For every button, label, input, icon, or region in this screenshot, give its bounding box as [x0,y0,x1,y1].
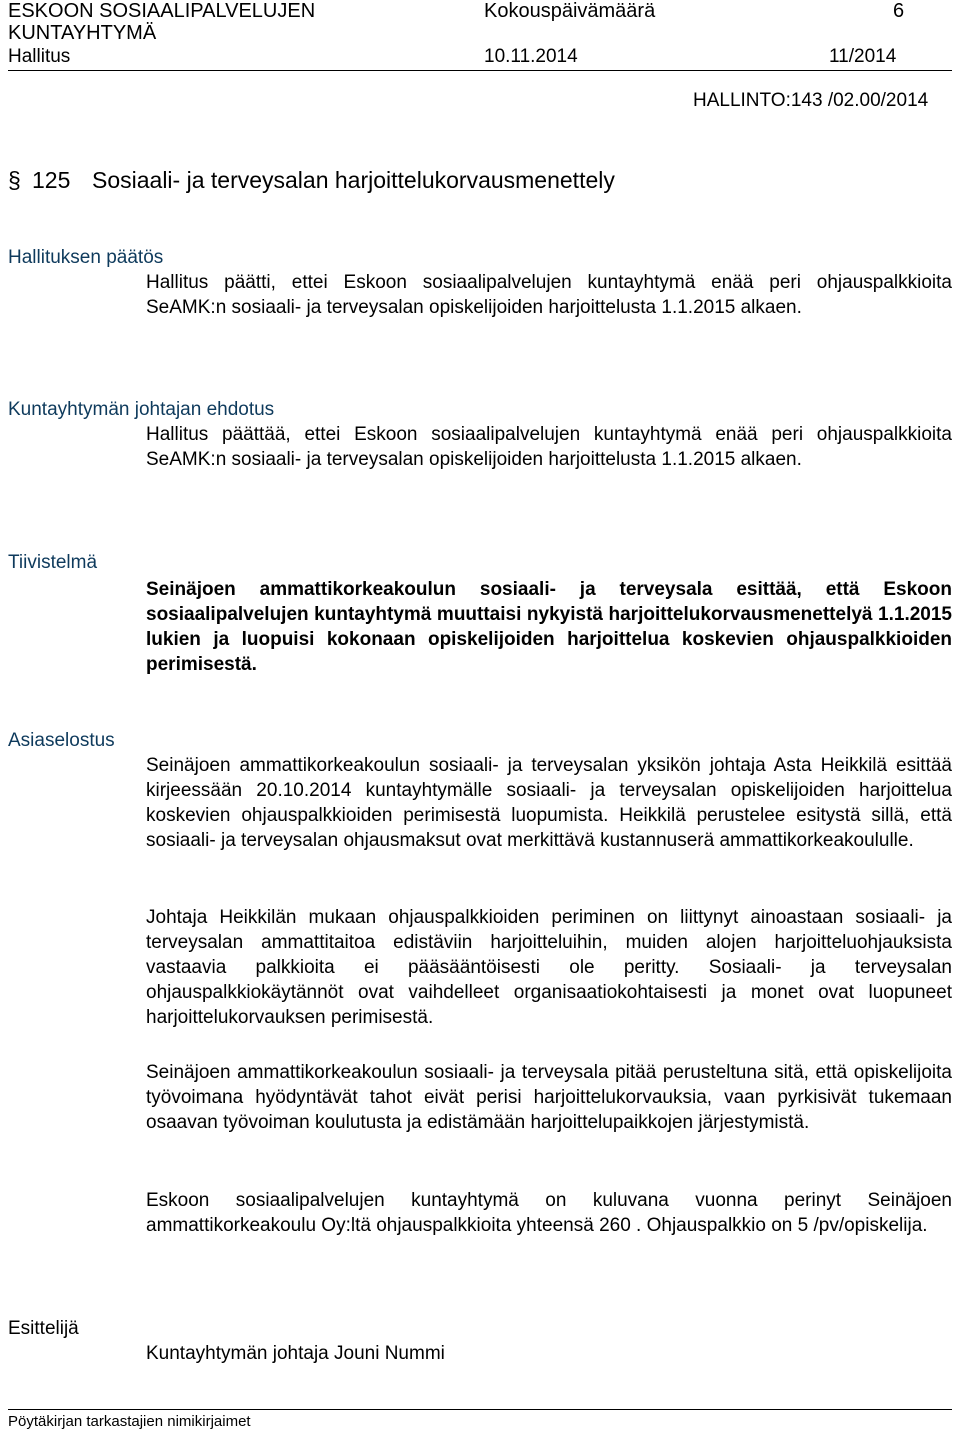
summary-label: Tiivistelmä [8,552,98,573]
meeting-date: 10.11.2014 [484,46,578,67]
header-rule [8,70,952,71]
section-number: 125 [32,167,71,193]
background-label: Asiaselostus [8,730,115,751]
summary-text: Seinäjoen ammattikorkeakoulun sosiaali- ja terveysala esittää, että Eskoon sosiaalipalvelujen kuntayhtymä muuttaisi nykyistä harjoittelukorvausmenettelyä 1.1.2015 lukien ja luopuisi kokonaan opiskelijoiden harjoittelua koskevien ohjauspalkkioiden perimisestä. [146,579,952,675]
background-paragraph: Seinäjoen ammattikorkeakoulun sosiaali- ja terveysala pitää perusteltuna sitä, että opiskelijoita työvoimana hyödyntävät tahot eivät perisi harjoittelukorvauksia, vaan pyrkisivät tukemaan osaavan työvoiman koulutusta ja edistämään harjoittelupaikkojen järjestymistä. [146,1062,952,1133]
proposal-label: Kuntayhtymän johtajan ehdotus [8,399,275,420]
decision-label: Hallituksen päätös [8,247,164,268]
body-name: Hallitus [8,46,71,67]
diary-number: HALLINTO:143 /02.00/2014 [693,90,929,111]
background-paragraph: Seinäjoen ammattikorkeakoulun sosiaali- ja terveysalan yksikön johtaja Asta Heikkilä esittää kirjeessään 20.10.2014 kuntayhtymälle sosiaali- ja terveysalan opiskelijoiden harjoittelua koskevien ohjauspalkkioiden perimisestä luopumista. Heikkilä perustelee esitystä sillä, että sosiaali- ja terveysalan ohjausmaksut ovat merkittävä kustannuserä ammattikorkeakoululle. [146,755,952,851]
footer-rule [8,1409,952,1410]
section-heading [8,166,615,194]
decision-text: Hallitus päätti, ettei Eskoon sosiaalipalvelujen kuntayhtymä enää peri ohjauspalkkioita SeAMK:n sosiaali- ja terveysalan opiskelijoiden harjoittelusta 1.1.2015 alkaen. [146,272,952,318]
background-paragraph: Eskoon sosiaalipalvelujen kuntayhtymä on kuluvana vuonna perinyt Seinäjoen ammattikorkeakoulu Oy:ltä ohjauspalkkioita yhteensä 260 . Ohjauspalkkio on 5 /pv/opiskelija. [146,1190,952,1236]
date-label: Kokouspäivämäärä [484,0,656,22]
presenter-name: Kuntayhtymän johtaja Jouni Nummi [146,1343,445,1364]
org-name-line1: ESKOON SOSIAALIPALVELUJEN [8,0,316,22]
page-number: 6 [893,0,905,22]
section-symbol: § [8,167,21,193]
section-title: Sosiaali- ja terveysalan harjoittelukorvausmenettely [92,167,615,193]
org-name-line2: KUNTAYHTYMÄ [8,22,157,44]
proposal-text: Hallitus päättää, ettei Eskoon sosiaalipalvelujen kuntayhtymä enää peri ohjauspalkkioita SeAMK:n sosiaali- ja terveysalan opiskelijoiden harjoittelusta 1.1.2015 alkaen. [146,424,952,470]
presenter-label: Esittelijä [8,1318,79,1339]
meeting-number: 11/2014 [829,46,897,67]
background-paragraph: Johtaja Heikkilän mukaan ohjauspalkkioiden periminen on liittynyt ainoastaan sosiaali- ja terveysalan ammattitaitoa edistäviin harjoitteluihin, muiden alojen harjoitteluohjauksista vastaavia palkkioita ei pääsääntöisesti ole peritty. Sosiaali- ja terveysalan ohjauspalkkiokäytännöt ovat vaihdelleet organisaatiokohtaisesti ja monet ovat luopuneet harjoittelukorvauksen perimisestä. [146,907,952,1028]
footer-text: Pöytäkirjan tarkastajien nimikirjaimet [8,1413,251,1430]
